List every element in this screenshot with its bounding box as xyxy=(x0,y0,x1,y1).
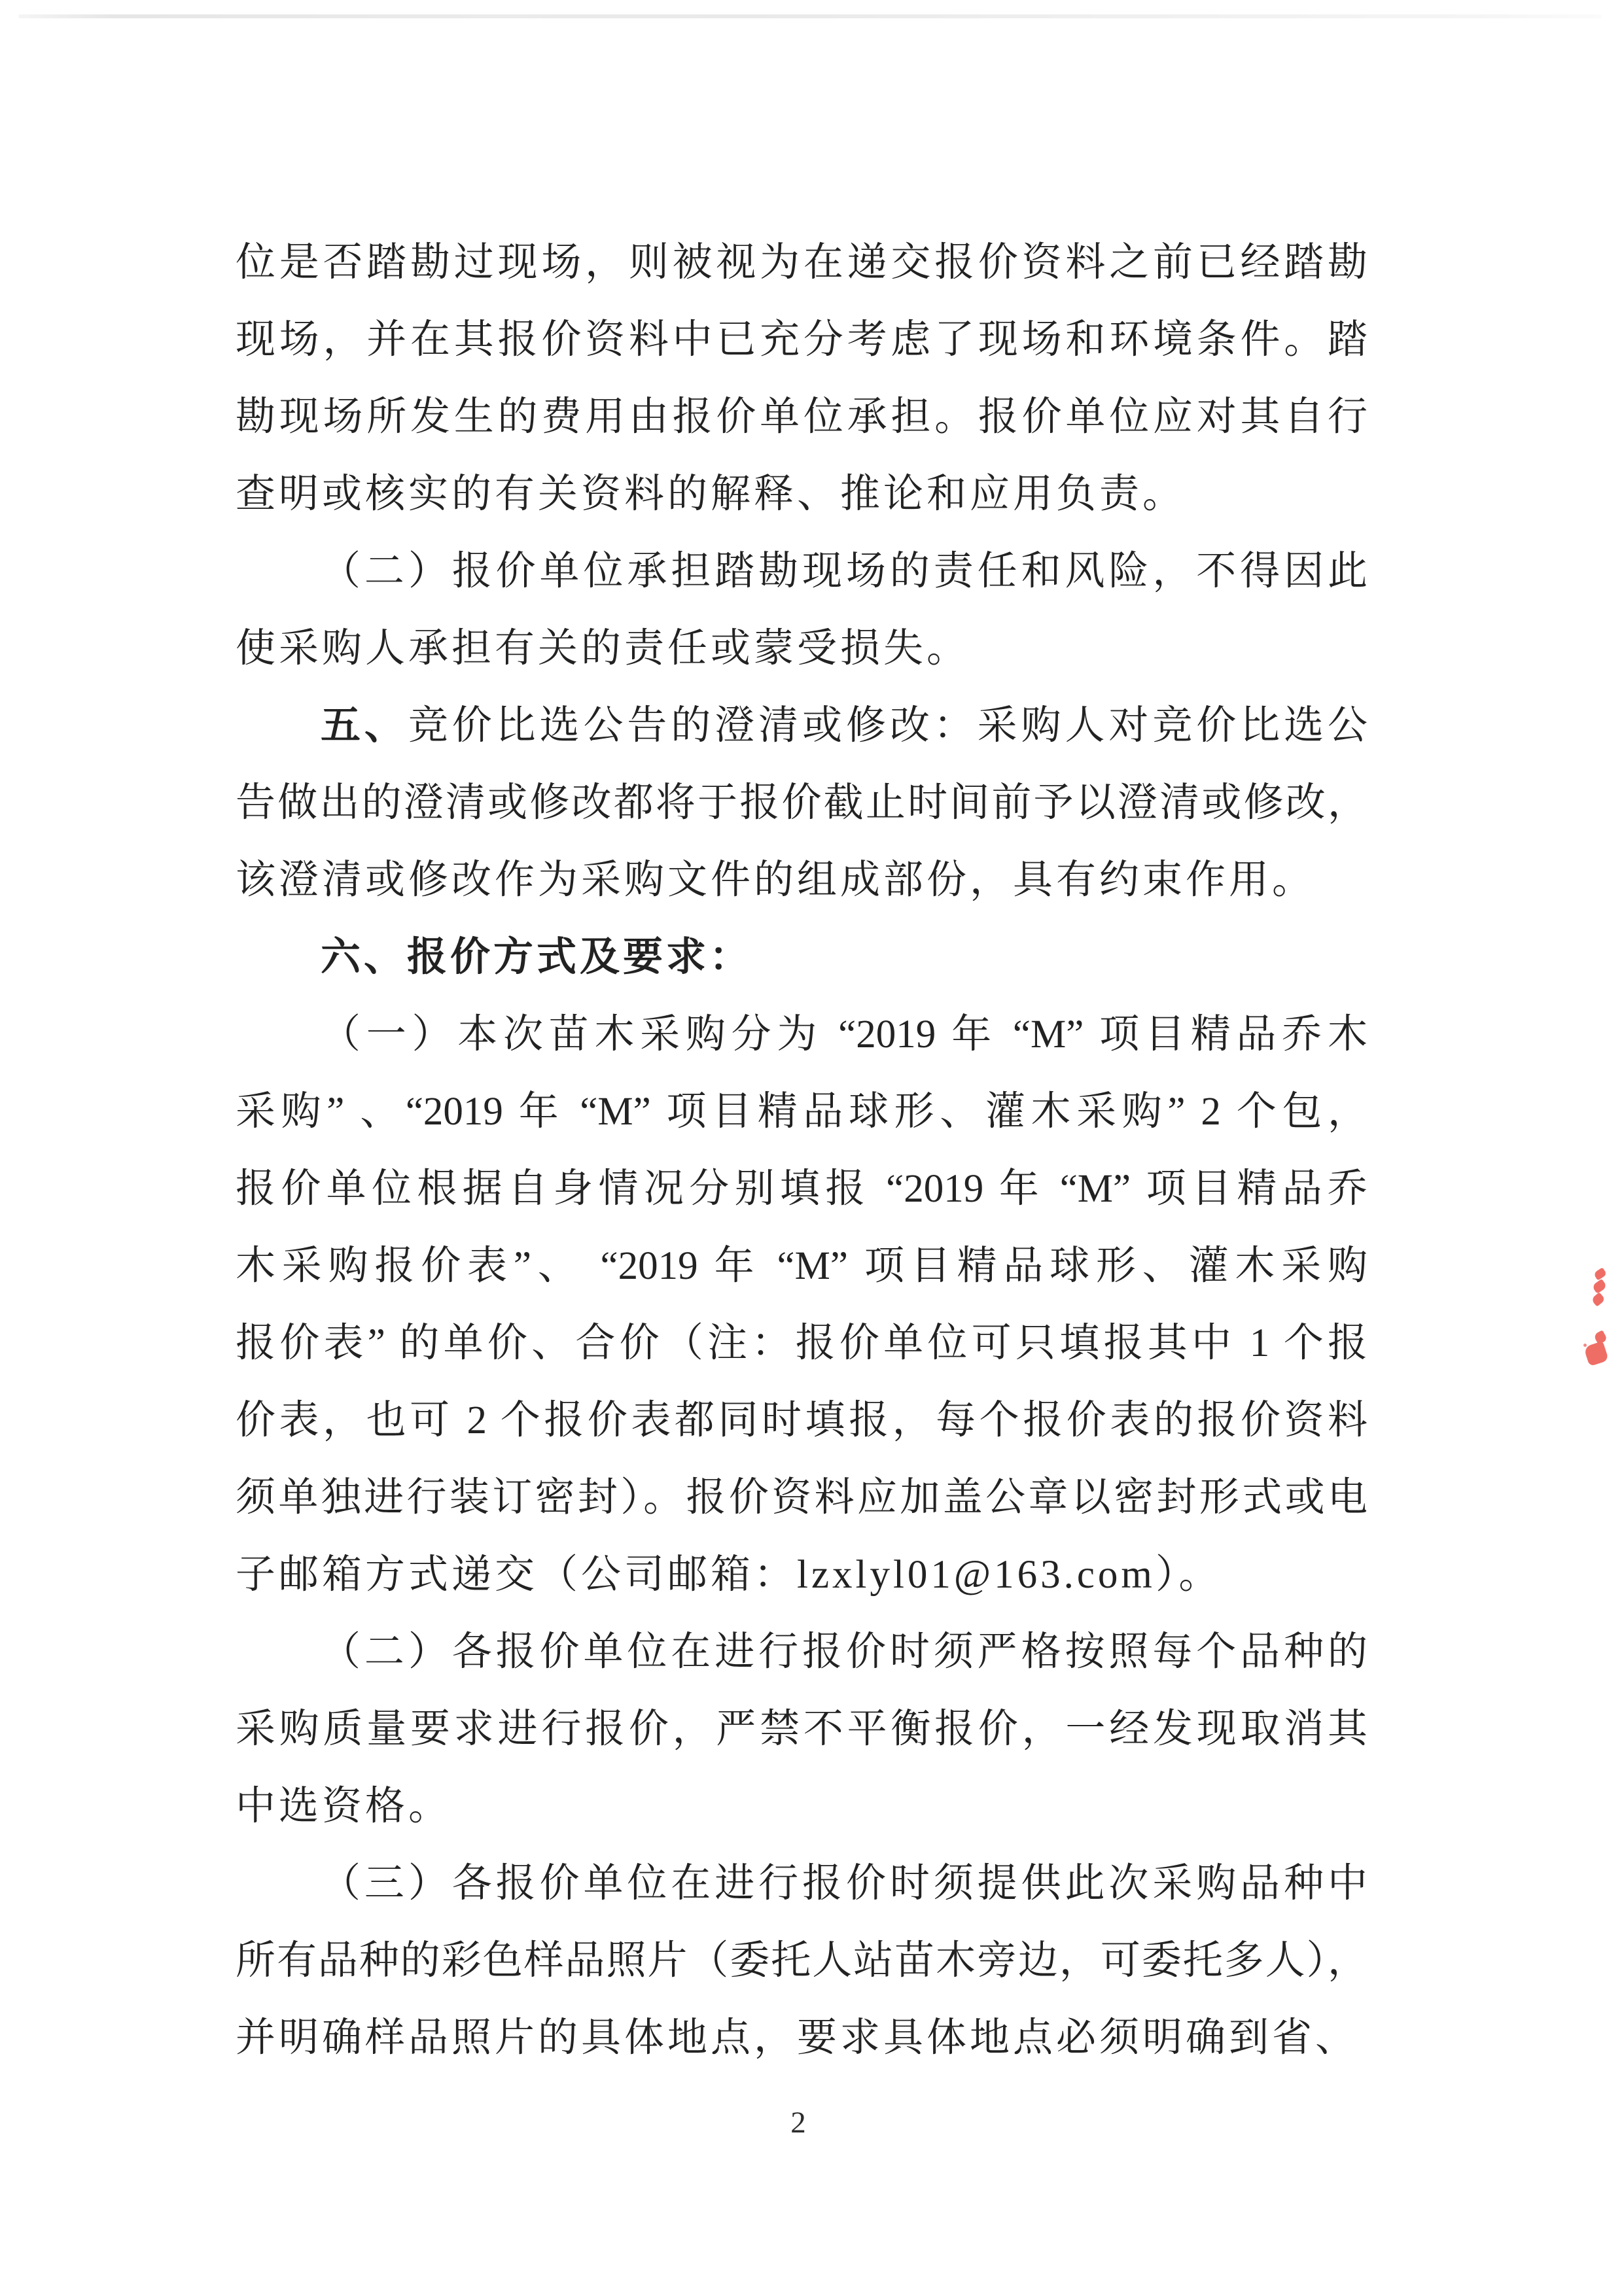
text-line xyxy=(236,2000,1368,2077)
red-ink-mark xyxy=(1591,1292,1606,1306)
text-line xyxy=(236,224,1368,302)
scan-artifact-line xyxy=(18,14,1602,18)
text-line xyxy=(236,379,1368,456)
text-line xyxy=(236,1614,1368,1691)
text-run: 现场，并在其报价资料中已充分考虑了现场和环境条件。踏 xyxy=(236,318,1368,362)
text-line xyxy=(236,919,1368,996)
text-line xyxy=(236,1151,1368,1228)
text-line xyxy=(236,1459,1368,1537)
text-line xyxy=(236,456,1368,533)
text-run: （二）各报价单位在进行报价时须严格按照每个品种的 xyxy=(321,1630,1368,1674)
text-run: 查明或核实的有关资料的解释、推论和应用负责。 xyxy=(236,472,1186,516)
red-ink-mark xyxy=(1593,1267,1607,1280)
text-line xyxy=(236,533,1368,610)
text-run: 告做出的澄清或修改都将于报价截止时间前予以澄清或修改， xyxy=(236,781,1368,825)
text-run: 并明确样品照片的具体地点，要求具体地点必须明确到省、 xyxy=(236,2016,1359,2060)
text-run: 勘现场所发生的费用由报价单位承担。报价单位应对其自行 xyxy=(236,395,1368,439)
red-ink-mark xyxy=(1583,1344,1587,1347)
text-run: （二）报价单位承担踏勘现场的责任和风险，不得因此 xyxy=(321,549,1368,593)
text-line xyxy=(236,765,1368,842)
text-run: 须单独进行装订密封）。报价资料应加盖公章以密封形式或电 xyxy=(236,1476,1368,1520)
text-run: （一）本次苗木采购分为 “2019 年 “M” 项目精品乔木 xyxy=(321,1013,1368,1056)
page-number: 2 xyxy=(790,2106,806,2140)
text-run: 报价表” 的单价、合价（注：报价单位可只填报其中 1 个报 xyxy=(236,1321,1368,1365)
text-line xyxy=(236,1845,1368,1922)
text-run: 五、 xyxy=(321,704,408,748)
text-line xyxy=(236,302,1368,379)
text-line xyxy=(236,1691,1368,1768)
document-body xyxy=(236,224,1368,2077)
text-run: 中选资格。 xyxy=(236,1784,452,1828)
red-ink-mark xyxy=(1591,1279,1607,1294)
text-run: 使采购人承担有关的责任或蒙受损失。 xyxy=(236,627,970,670)
text-run: 位是否踏勘过现场，则被视为在递交报价资料之前已经踏勘 xyxy=(236,241,1368,285)
text-line xyxy=(236,1305,1368,1382)
text-run: 木采购报价表”、 “2019 年 “M” 项目精品球形、灌木采购 xyxy=(236,1244,1368,1288)
text-run: 六、报价方式及要求： xyxy=(321,935,753,979)
text-run: 价表，也可 2 个报价表都同时填报，每个报价表的报价资料 xyxy=(236,1399,1368,1442)
text-line xyxy=(236,842,1368,919)
text-run: 采购” 、“2019 年 “M” 项目精品球形、灌木采购” 2 个包， xyxy=(236,1090,1368,1134)
text-run: 竞价比选公告的澄清或修改：采购人对竞价比选公 xyxy=(408,704,1368,748)
text-line xyxy=(236,996,1368,1073)
text-line xyxy=(236,1382,1368,1459)
text-run: 该澄清或修改作为采购文件的组成部份，具有约束作用。 xyxy=(236,858,1316,902)
text-run: 所有品种的彩色样品照片（委托人站苗木旁边，可委托多人）， xyxy=(236,1939,1368,1983)
text-run: （三）各报价单位在进行报价时须提供此次采购品种中 xyxy=(321,1862,1368,1905)
text-line xyxy=(236,1922,1368,2000)
text-line xyxy=(236,1073,1368,1151)
text-line xyxy=(236,1228,1368,1305)
text-run: 采购质量要求进行报价，严禁不平衡报价，一经发现取消其 xyxy=(236,1707,1368,1751)
text-line xyxy=(236,1768,1368,1845)
text-line xyxy=(236,687,1368,765)
text-run: 子邮箱方式递交（公司邮箱：lzxlyl01@163.com）。 xyxy=(236,1553,1222,1597)
text-line xyxy=(236,1537,1368,1614)
red-ink-mark xyxy=(1583,1341,1609,1366)
text-run: 报价单位根据自身情况分别填报 “2019 年 “M” 项目精品乔 xyxy=(236,1167,1368,1211)
text-line xyxy=(236,610,1368,687)
